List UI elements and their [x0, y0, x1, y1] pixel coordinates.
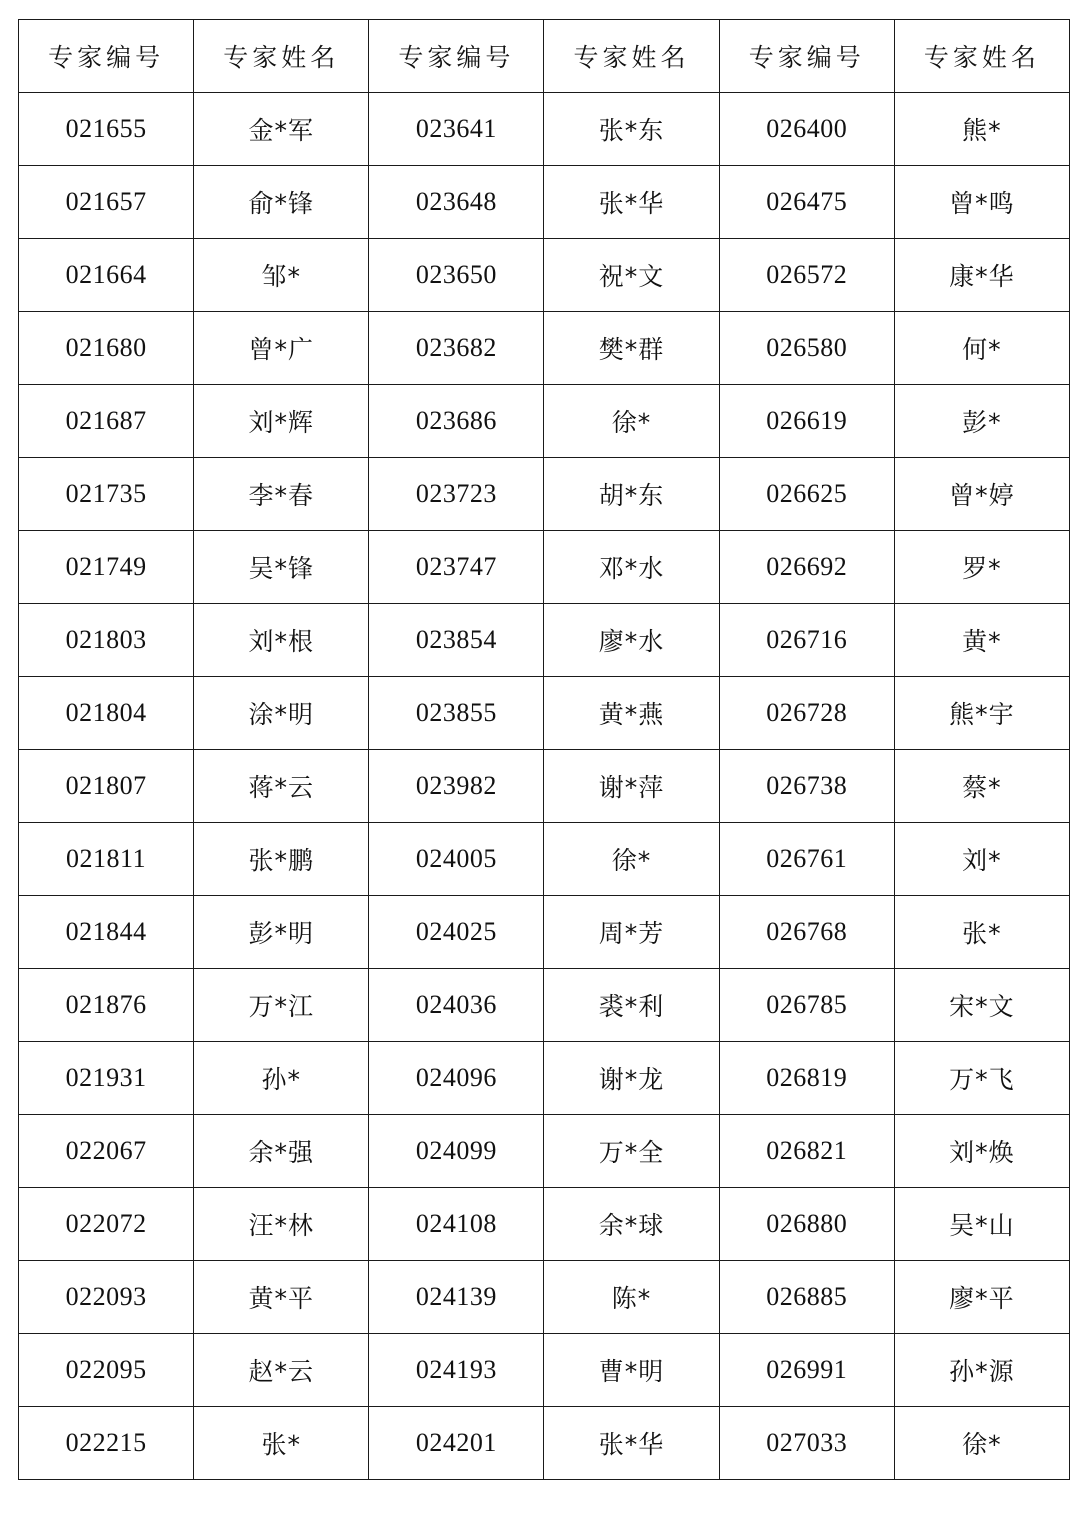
expert-name-cell: 张* — [894, 896, 1069, 969]
column-header-expert-id: 专家编号 — [719, 20, 894, 93]
table-row — [19, 1115, 1070, 1188]
expert-name-cell: 曹*明 — [544, 1334, 719, 1407]
expert-name-cell: 万*江 — [194, 969, 369, 1042]
expert-name-cell: 何* — [894, 312, 1069, 385]
expert-name-cell: 胡*东 — [544, 458, 719, 531]
expert-table — [18, 19, 1070, 1480]
expert-id-cell: 026885 — [719, 1261, 894, 1334]
expert-name-cell: 陈* — [544, 1261, 719, 1334]
expert-name-cell: 黄* — [894, 604, 1069, 677]
expert-id-cell: 026619 — [719, 385, 894, 458]
expert-id-cell: 026880 — [719, 1188, 894, 1261]
table-row — [19, 531, 1070, 604]
column-header-expert-name: 专家姓名 — [894, 20, 1069, 93]
expert-id-cell: 023686 — [369, 385, 544, 458]
expert-name-cell: 彭*明 — [194, 896, 369, 969]
expert-id-cell: 024139 — [369, 1261, 544, 1334]
expert-id-cell: 026625 — [719, 458, 894, 531]
expert-id-cell: 022095 — [19, 1334, 194, 1407]
expert-name-cell: 樊*群 — [544, 312, 719, 385]
expert-id-cell: 021657 — [19, 166, 194, 239]
expert-id-cell: 026475 — [719, 166, 894, 239]
expert-name-cell: 罗* — [894, 531, 1069, 604]
table-row — [19, 1188, 1070, 1261]
expert-name-cell: 吴*山 — [894, 1188, 1069, 1261]
table-row — [19, 1407, 1070, 1480]
expert-name-cell: 谢*龙 — [544, 1042, 719, 1115]
expert-id-cell: 023682 — [369, 312, 544, 385]
expert-name-cell: 刘*根 — [194, 604, 369, 677]
expert-id-cell: 026572 — [719, 239, 894, 312]
expert-id-cell: 023723 — [369, 458, 544, 531]
expert-name-cell: 赵*云 — [194, 1334, 369, 1407]
expert-name-cell: 俞*锋 — [194, 166, 369, 239]
table-row — [19, 750, 1070, 823]
expert-name-cell: 黄*燕 — [544, 677, 719, 750]
expert-id-cell: 024108 — [369, 1188, 544, 1261]
expert-id-cell: 026692 — [719, 531, 894, 604]
expert-id-cell: 024005 — [369, 823, 544, 896]
expert-name-cell: 蔡* — [894, 750, 1069, 823]
expert-id-cell: 021807 — [19, 750, 194, 823]
expert-id-cell: 021844 — [19, 896, 194, 969]
expert-name-cell: 蒋*云 — [194, 750, 369, 823]
expert-id-cell: 021749 — [19, 531, 194, 604]
expert-id-cell: 026580 — [719, 312, 894, 385]
expert-id-cell: 021735 — [19, 458, 194, 531]
table-row — [19, 385, 1070, 458]
expert-id-cell: 026716 — [719, 604, 894, 677]
expert-name-cell: 彭* — [894, 385, 1069, 458]
expert-name-cell: 曾*广 — [194, 312, 369, 385]
expert-name-cell: 曾*婷 — [894, 458, 1069, 531]
expert-id-cell: 021803 — [19, 604, 194, 677]
expert-name-cell: 余*球 — [544, 1188, 719, 1261]
expert-name-cell: 张*华 — [544, 1407, 719, 1480]
expert-id-cell: 021876 — [19, 969, 194, 1042]
expert-id-cell: 021811 — [19, 823, 194, 896]
expert-id-cell: 024025 — [369, 896, 544, 969]
expert-name-cell: 汪*林 — [194, 1188, 369, 1261]
expert-id-cell: 021804 — [19, 677, 194, 750]
table-row — [19, 458, 1070, 531]
expert-name-cell: 周*芳 — [544, 896, 719, 969]
expert-name-cell: 曾*鸣 — [894, 166, 1069, 239]
expert-id-cell: 024099 — [369, 1115, 544, 1188]
expert-name-cell: 孙* — [194, 1042, 369, 1115]
expert-id-cell: 024201 — [369, 1407, 544, 1480]
expert-id-cell: 026991 — [719, 1334, 894, 1407]
expert-name-cell: 徐* — [544, 823, 719, 896]
table-row — [19, 239, 1070, 312]
expert-id-cell: 026821 — [719, 1115, 894, 1188]
expert-name-cell: 吴*锋 — [194, 531, 369, 604]
table-row — [19, 823, 1070, 896]
expert-id-cell: 022093 — [19, 1261, 194, 1334]
expert-id-cell: 021931 — [19, 1042, 194, 1115]
expert-id-cell: 023650 — [369, 239, 544, 312]
expert-name-cell: 孙*源 — [894, 1334, 1069, 1407]
table-row — [19, 312, 1070, 385]
expert-name-cell: 康*华 — [894, 239, 1069, 312]
expert-id-cell: 026819 — [719, 1042, 894, 1115]
table-row — [19, 604, 1070, 677]
table-row — [19, 166, 1070, 239]
expert-name-cell: 张* — [194, 1407, 369, 1480]
expert-id-cell: 022215 — [19, 1407, 194, 1480]
expert-name-cell: 徐* — [894, 1407, 1069, 1480]
expert-name-cell: 金*军 — [194, 93, 369, 166]
expert-name-cell: 万*飞 — [894, 1042, 1069, 1115]
expert-name-cell: 熊*宇 — [894, 677, 1069, 750]
expert-id-cell: 021680 — [19, 312, 194, 385]
table-row — [19, 1261, 1070, 1334]
expert-id-cell: 024096 — [369, 1042, 544, 1115]
expert-name-cell: 刘* — [894, 823, 1069, 896]
expert-name-cell: 张*东 — [544, 93, 719, 166]
column-header-expert-name: 专家姓名 — [194, 20, 369, 93]
table-row — [19, 677, 1070, 750]
column-header-expert-id: 专家编号 — [19, 20, 194, 93]
expert-id-cell: 023854 — [369, 604, 544, 677]
expert-name-cell: 廖*平 — [894, 1261, 1069, 1334]
expert-id-cell: 023982 — [369, 750, 544, 823]
expert-name-cell: 廖*水 — [544, 604, 719, 677]
expert-name-cell: 刘*焕 — [894, 1115, 1069, 1188]
expert-name-cell: 裘*利 — [544, 969, 719, 1042]
expert-name-cell: 涂*明 — [194, 677, 369, 750]
expert-id-cell: 021687 — [19, 385, 194, 458]
expert-name-cell: 祝*文 — [544, 239, 719, 312]
expert-name-cell: 刘*辉 — [194, 385, 369, 458]
expert-name-cell: 谢*萍 — [544, 750, 719, 823]
expert-id-cell: 022072 — [19, 1188, 194, 1261]
expert-name-cell: 邓*水 — [544, 531, 719, 604]
expert-list-sheet — [18, 19, 1069, 1480]
expert-name-cell: 张*鹏 — [194, 823, 369, 896]
column-header-expert-id: 专家编号 — [369, 20, 544, 93]
table-body — [19, 93, 1070, 1480]
expert-name-cell: 宋*文 — [894, 969, 1069, 1042]
expert-id-cell: 026400 — [719, 93, 894, 166]
table-row — [19, 93, 1070, 166]
expert-id-cell: 026785 — [719, 969, 894, 1042]
table-row — [19, 1042, 1070, 1115]
expert-name-cell: 余*强 — [194, 1115, 369, 1188]
table-row — [19, 969, 1070, 1042]
expert-id-cell: 026738 — [719, 750, 894, 823]
expert-id-cell: 023641 — [369, 93, 544, 166]
expert-id-cell: 023855 — [369, 677, 544, 750]
expert-id-cell: 023747 — [369, 531, 544, 604]
expert-id-cell: 021664 — [19, 239, 194, 312]
expert-name-cell: 邹* — [194, 239, 369, 312]
expert-name-cell: 万*全 — [544, 1115, 719, 1188]
expert-id-cell: 027033 — [719, 1407, 894, 1480]
expert-id-cell: 024193 — [369, 1334, 544, 1407]
header-row — [19, 20, 1070, 93]
table-row — [19, 1334, 1070, 1407]
expert-name-cell: 熊* — [894, 93, 1069, 166]
expert-name-cell: 黄*平 — [194, 1261, 369, 1334]
expert-id-cell: 026728 — [719, 677, 894, 750]
table-row — [19, 896, 1070, 969]
expert-id-cell: 026768 — [719, 896, 894, 969]
expert-name-cell: 李*春 — [194, 458, 369, 531]
expert-name-cell: 张*华 — [544, 166, 719, 239]
expert-id-cell: 021655 — [19, 93, 194, 166]
expert-name-cell: 徐* — [544, 385, 719, 458]
expert-id-cell: 022067 — [19, 1115, 194, 1188]
expert-id-cell: 026761 — [719, 823, 894, 896]
expert-id-cell: 023648 — [369, 166, 544, 239]
column-header-expert-name: 专家姓名 — [544, 20, 719, 93]
expert-id-cell: 024036 — [369, 969, 544, 1042]
